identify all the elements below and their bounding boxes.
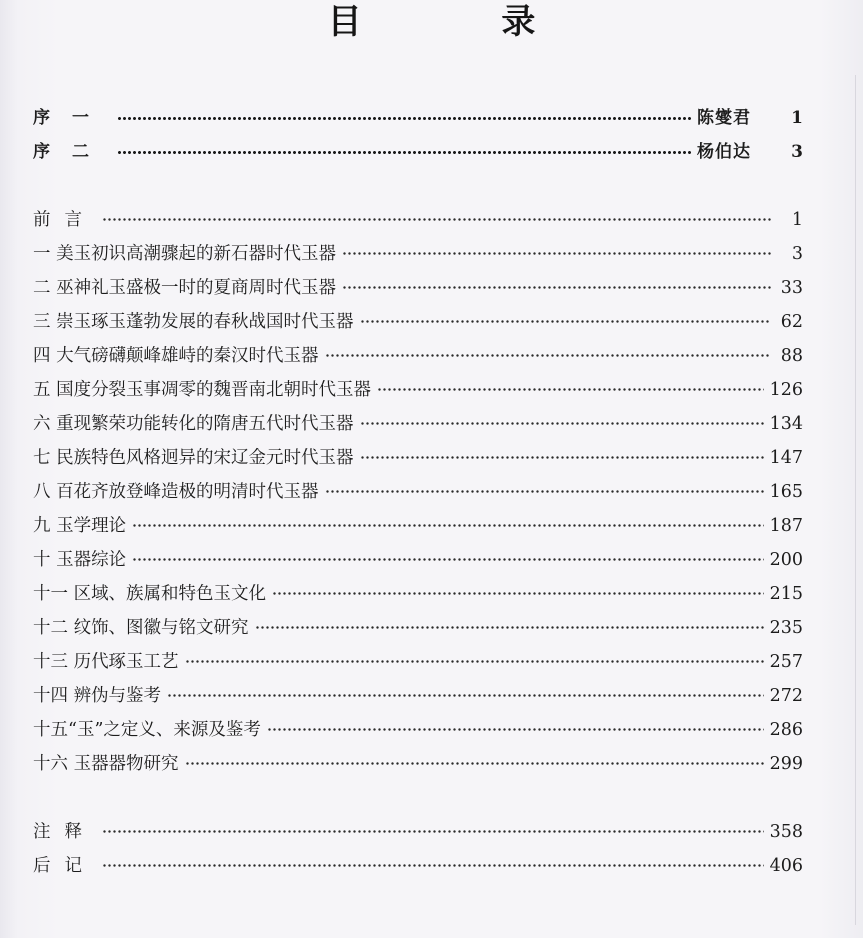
toc-entry-row[interactable] (33, 275, 803, 299)
toc-label: 序一 (33, 108, 111, 128)
toc-page-number: 257 (769, 651, 803, 672)
dot-leader (377, 377, 764, 395)
dot-leader (167, 683, 764, 701)
toc-page-number: 3 (791, 243, 803, 264)
toc-entry-row[interactable] (33, 411, 803, 435)
toc-label: 十五“玉”之定义、来源及鉴考 (33, 719, 261, 740)
toc-entry-row[interactable] (33, 377, 803, 401)
toc-page-number: 165 (769, 481, 803, 502)
dot-leader (132, 547, 764, 565)
dot-leader (185, 649, 764, 667)
toc-entry-row[interactable] (33, 445, 803, 469)
toc-page-number: 200 (769, 549, 803, 570)
toc-backmatter-row[interactable] (33, 853, 803, 877)
toc-label: 注释 (33, 821, 96, 842)
dot-leader (342, 275, 771, 293)
toc-page-number: 88 (780, 345, 803, 366)
toc-page-number: 3 (791, 142, 803, 162)
toc-page-number: 272 (769, 685, 803, 706)
toc-page-number: 358 (769, 821, 803, 842)
toc-page-number: 62 (780, 311, 803, 332)
toc-label: 六 重现繁荣功能转化的隋唐五代时代玉器 (33, 413, 354, 434)
toc-entry-row[interactable] (33, 207, 803, 231)
toc-label: 后记 (33, 855, 96, 876)
toc-page-number: 33 (780, 277, 803, 298)
dot-leader (132, 513, 764, 531)
toc-page-number: 147 (769, 447, 803, 468)
toc-label: 一 美玉初识高潮骤起的新石器时代玉器 (33, 243, 337, 264)
dot-leader (185, 751, 764, 769)
toc-label: 前言 (33, 209, 96, 230)
toc-label: 七 民族特色风格迥异的宋辽金元时代玉器 (33, 447, 354, 468)
dot-leader (267, 717, 764, 735)
toc-page-number: 1 (791, 108, 803, 128)
toc-preface-row[interactable] (33, 106, 803, 130)
toc-page-number: 299 (769, 753, 803, 774)
toc-author: 杨伯达 (697, 142, 751, 162)
toc-page-number: 406 (769, 855, 803, 876)
dot-leader (117, 140, 691, 157)
toc-entry-row[interactable] (33, 717, 803, 741)
toc-label: 十一 区域、族属和特色玉文化 (33, 583, 267, 604)
toc-label: 十三 历代琢玉工艺 (33, 651, 179, 672)
dot-leader (342, 241, 771, 259)
dot-leader (360, 309, 771, 327)
toc-label: 十四 辨伪与鉴考 (33, 685, 162, 706)
toc-label: 十六 玉器器物研究 (33, 753, 179, 774)
page-edge-line (855, 75, 856, 925)
toc-entry-row[interactable] (33, 547, 803, 571)
toc-entry-row[interactable] (33, 751, 803, 775)
toc-entry-row[interactable] (33, 241, 803, 265)
toc-label: 三 崇玉琢玉蓬勃发展的春秋战国时代玉器 (33, 311, 354, 332)
dot-leader (325, 479, 764, 497)
toc-label: 五 国度分裂玉事凋零的魏晋南北朝时代玉器 (33, 379, 372, 400)
dot-leader (102, 207, 771, 225)
toc-preface-row[interactable] (33, 140, 803, 164)
toc-entry-row[interactable] (33, 309, 803, 333)
dot-leader (255, 615, 764, 633)
toc-label: 十二 纹饰、图徽与铭文研究 (33, 617, 249, 638)
toc-page-number: 1 (791, 209, 803, 230)
toc-label: 四 大气磅礴颠峰雄峙的秦汉时代玉器 (33, 345, 319, 366)
toc-page-number: 215 (769, 583, 803, 604)
dot-leader (102, 853, 764, 871)
page-title: 目 录 (327, 2, 600, 42)
dot-leader (360, 445, 764, 463)
dot-leader (325, 343, 771, 361)
dot-leader (360, 411, 764, 429)
toc-page-number: 187 (769, 515, 803, 536)
toc-entry-row[interactable] (33, 343, 803, 367)
toc-label: 九 玉学理论 (33, 515, 127, 536)
toc-backmatter-row[interactable] (33, 819, 803, 843)
toc-label: 十 玉器综论 (33, 549, 127, 570)
dot-leader (272, 581, 764, 599)
toc-label: 序二 (33, 142, 111, 162)
toc-page-number: 134 (769, 413, 803, 434)
toc-label: 八 百花齐放登峰造极的明清时代玉器 (33, 481, 319, 502)
toc-entry-row[interactable] (33, 683, 803, 707)
toc-label: 二 巫神礼玉盛极一时的夏商周时代玉器 (33, 277, 337, 298)
toc-entry-row[interactable] (33, 513, 803, 537)
toc-author: 陈燮君 (697, 108, 751, 128)
dot-leader (102, 819, 764, 837)
toc-entry-row[interactable] (33, 615, 803, 639)
toc-entry-row[interactable] (33, 649, 803, 673)
toc-page-number: 235 (769, 617, 803, 638)
toc-entry-row[interactable] (33, 581, 803, 605)
dot-leader (117, 106, 691, 123)
toc-page-number: 126 (769, 379, 803, 400)
toc-entry-row[interactable] (33, 479, 803, 503)
toc-page-number: 286 (769, 719, 803, 740)
